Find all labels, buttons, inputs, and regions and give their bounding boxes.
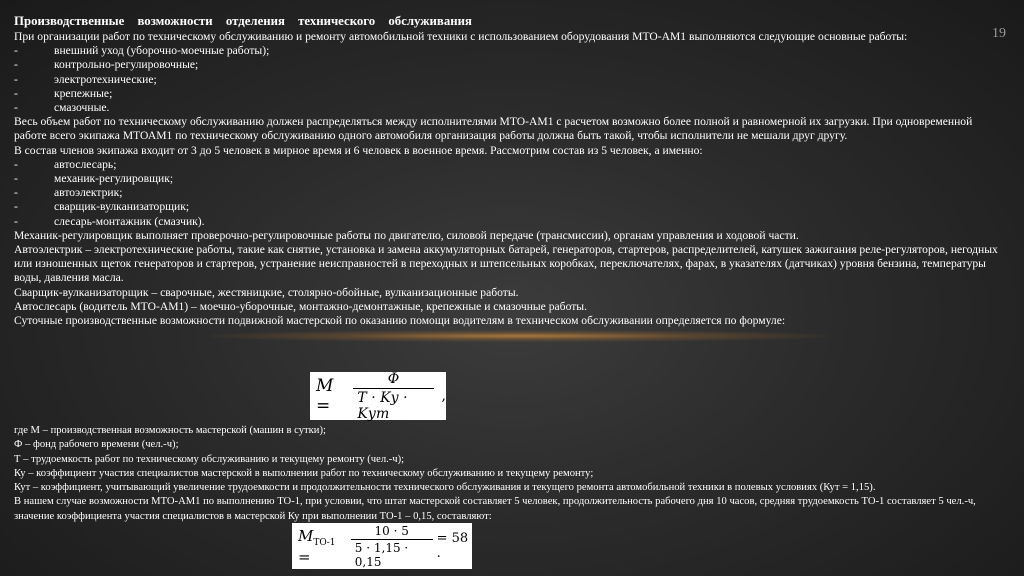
- formula-numerator: 10 · 5: [374, 523, 409, 538]
- list-item: - внешний уход (уборочно-моечные работы);: [14, 44, 270, 58]
- distribution-paragraph: Весь объем работ по техническому обслуживанию должен распределяться между исполнителями МТО-АМ1 с расчетом возможно более полной и равномерной их загрузки. При одновременной работе всего экипажа МТОАМ1 по техническому обслуживанию одного автомобиля организация работы должна быть такой, чтобы исполнители не мешали друг другу.: [14, 115, 973, 143]
- definition-line: где М – производственная возможность мастерской (машин в сутки);: [14, 425, 326, 436]
- formula-lhs: $M_{ТО-1}$ =: [298, 526, 336, 566]
- list-dash: -: [14, 101, 18, 115]
- formula-comma: ,: [441, 388, 446, 404]
- formula-fraction: [353, 371, 433, 422]
- list-item: - крепежные;: [14, 86, 113, 100]
- slide-title: Производственные возможности отделения технического обслуживания: [14, 14, 472, 28]
- formula-denominator: T · Kу · Kут: [353, 388, 433, 422]
- list-item: - сварщик-вулканизаторщик;: [14, 200, 190, 214]
- definition-line: Кут – коэффициент, учитывающий увеличение трудоемкости и продолжительности технического обслуживания и текущего ремонта автомобильной техники в полевых условиях (Кут = 1,15).: [14, 482, 876, 494]
- list-dash: -: [14, 200, 18, 214]
- intro-paragraph: При организации работ по техническому обслуживанию и ремонту автомобильной техники с использованием оборудования МТО-АМ1 выполняются следующие основные работы:: [14, 30, 908, 43]
- list-item: - автослесарь;: [14, 157, 117, 171]
- list-item: - смазочные.: [14, 101, 110, 115]
- crew-list: [14, 158, 1004, 229]
- formula-fraction: [351, 524, 433, 569]
- definition-line: Т – трудоемкость работ по техническому обслуживанию и текущему ремонту (чел.-ч);: [14, 453, 405, 465]
- capacity-formula: [310, 372, 446, 420]
- list-item: - механик-регулировщик;: [14, 172, 174, 186]
- works-list: [14, 44, 1004, 115]
- decorative-glow: [210, 330, 830, 342]
- list-dash: -: [14, 44, 18, 58]
- formula-intro-paragraph: Суточные производственные возможности подвижной мастерской по оказанию помощи водителям в техническом обслуживании определяется по формуле:: [14, 314, 786, 328]
- list-item: - электротехнические;: [14, 72, 157, 86]
- definition-line: Ку – коэффициент участия специалистов мастерской в выполнении работ по техническому обслуживанию и текущему ремонту;: [14, 467, 594, 479]
- slide-number: 19: [992, 26, 1006, 41]
- slide-body: [14, 14, 1004, 328]
- definitions-block: [14, 424, 1004, 524]
- list-dash: -: [14, 72, 18, 86]
- list-dash: -: [14, 214, 18, 228]
- calculation-paragraph: В нашем случае возможности МТО-АМ1 по выполнению ТО-1, при условии, что штат мастерской составляет 5 человек, продолжительность рабочего дня 10 часов, средняя трудоемкость ТО-1 составляет 5 чел.-ч, значение коэффициента участия специалистов в мастерской Ку при выполнении ТО-1 – 0,15, составляют:: [14, 496, 976, 522]
- formula-numerator: Φ: [387, 370, 400, 387]
- formula-lhs: M =: [316, 376, 334, 416]
- locksmith-paragraph: Автослесарь (водитель МТО-АМ1) – моечно-уборочные, монтажно-демонтажные, крепежные и смазочные работы.: [14, 299, 587, 313]
- mechanic-paragraph: Механик-регулировщик выполняет проверочно-регулировочные работы по двигателю, силовой передаче (трансмиссии), органам управления и ходовой части.: [14, 228, 799, 242]
- definition-line: Ф – фонд рабочего времени (чел.-ч);: [14, 439, 179, 451]
- calculation-formula: [292, 523, 472, 569]
- formula-denominator: 5 · 1,15 · 0,15: [351, 539, 433, 569]
- list-item: - автоэлектрик;: [14, 186, 123, 200]
- electrician-paragraph: Автоэлектрик – электротехнические работы, такие как снятие, установка и замена аккумуляторных батарей, генераторов, стартеров, распределителей, катушек зажигания реле-регуляторов, негодных или изношенных щеток генераторов и стартеров, устранение неисправностей в переходных и штепсельных коробках, переключателях, фарах, в указателях (датчиках) уровня бензина, температуры воды, давления масла.: [14, 243, 998, 285]
- welder-paragraph: Сварщик-вулканизаторщик – сварочные, жестяницкие, столярно-обойные, вулканизационные работы.: [14, 285, 519, 299]
- crew-paragraph: В состав членов экипажа входит от 3 до 5 человек в мирное время и 6 человек в военное время. Рассмотрим состав из 5 человек, а именно:: [14, 143, 703, 157]
- list-dash: -: [14, 86, 18, 100]
- list-item: - контрольно-регулировочные;: [14, 58, 199, 72]
- formula-result: = 58 .: [436, 531, 469, 561]
- list-dash: -: [14, 58, 18, 72]
- list-dash: -: [14, 157, 18, 171]
- list-dash: -: [14, 172, 18, 186]
- list-item: - слесарь-монтажник (смазчик).: [14, 214, 205, 228]
- list-dash: -: [14, 186, 18, 200]
